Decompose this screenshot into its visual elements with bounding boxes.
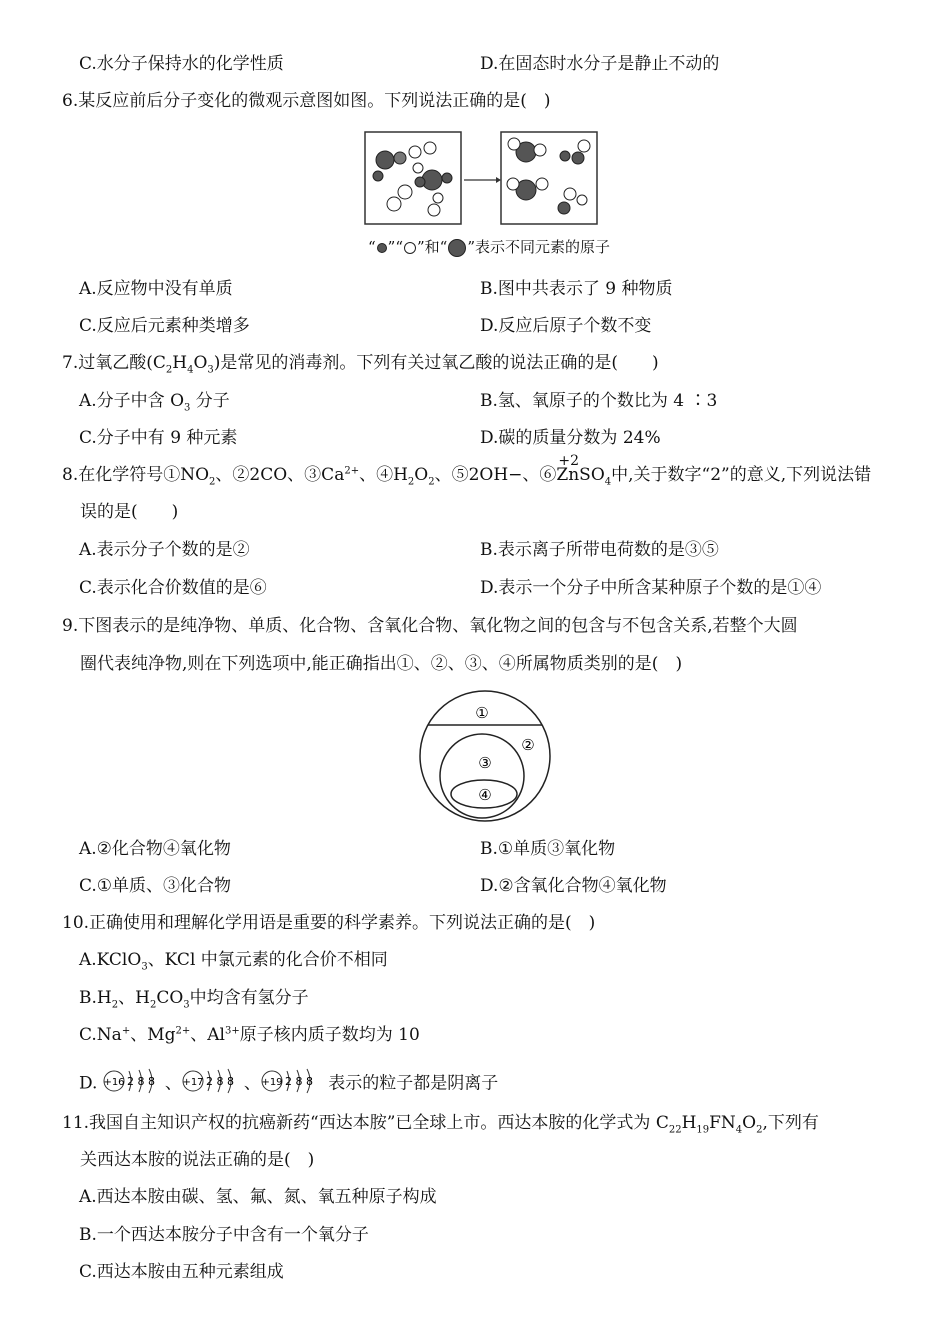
q5-option-d: D.在固态时水分子是静止不动的 [480, 54, 720, 74]
q5-option-c: C.水分子保持水的化学性质 [79, 54, 284, 74]
q10-option-c: C.Na+、$Mg^{2+}$、$Al^{3+}$原子核内质子数均为 10 [79, 1025, 420, 1045]
q6-option-b: B.图中共表示了 9 种物质 [480, 279, 673, 299]
small-dark-atom-icon [376, 242, 388, 254]
q6-legend: “ ”“ ”和“ ”表示不同元素的原子 [368, 238, 611, 256]
q9-venn-diagram [410, 688, 560, 828]
q11-stem-line1: 11.我国自主知识产权的抗癌新药“西达本胺”已全球上市。西达本胺的化学式为 $C_{22}H_{19}FN_4O_2$,下列有 [62, 1113, 819, 1136]
q7-option-b: B.氢、氧原子的个数比为 4 ∶3 [480, 391, 718, 411]
svg-text:+16: +16 [103, 1077, 125, 1088]
q6-reaction-diagram [360, 130, 610, 230]
venn-label-3: ③ [478, 754, 492, 772]
q10-option-b: $B.H_2$、$H_2CO_3$中均含有氢分子 [79, 988, 309, 1011]
q11-option-c: C.西达本胺由五种元素组成 [79, 1262, 284, 1282]
q6-option-d: D.反应后原子个数不变 [480, 316, 652, 336]
svg-text:2 8 8: 2 8 8 [284, 1075, 313, 1088]
svg-text:2 8 8: 2 8 8 [126, 1075, 155, 1088]
q8-option-c: C.表示化合价数值的是⑥ [79, 578, 267, 598]
svg-text:2 8 8: 2 8 8 [205, 1075, 234, 1088]
q11-stem-line2: 关西达本胺的说法正确的是( ) [80, 1150, 315, 1170]
white-atom-icon [403, 241, 417, 255]
q6-stem: 6.某反应前后分子变化的微观示意图如图。下列说法正确的是( ) [62, 91, 551, 111]
q9-option-a: A.②化合物④氧化物 [79, 839, 231, 859]
q11-option-b: B.一个西达本胺分子中含有一个氧分子 [79, 1225, 369, 1245]
q8-option-b: B.表示离子所带电荷数的是③⑤ [480, 540, 719, 560]
atom-structure-3 [261, 1068, 323, 1100]
q6-option-a: A.反应物中没有单质 [79, 279, 233, 299]
q11-option-a: A.西达本胺由碳、氢、氟、氮、氧五种原子构成 [79, 1187, 437, 1207]
q9-option-d: D.②含氧化合物④氧化物 [480, 876, 667, 896]
venn-label-1: ① [475, 704, 489, 722]
q10-stem: 10.正确使用和理解化学用语是重要的科学素养。下列说法正确的是( ) [62, 913, 596, 933]
q7-option-d: D.碳的质量分数为 24% [480, 428, 661, 448]
q7-option-c: C.分子中有 9 种元素 [79, 428, 238, 448]
venn-label-4: ④ [478, 786, 492, 804]
q8-option-a: A.表示分子个数的是② [79, 540, 250, 560]
q7-option-a: A.分子中含 $O_3$ 分子 [79, 391, 230, 414]
svg-text:+17: +17 [182, 1077, 204, 1088]
q10-option-a: A.KClO$_3$、KCl 中氯元素的化合价不相同 [79, 950, 388, 973]
q8-stem: 8.在化学符号$①NO_2$、②2CO、$③Ca^{2+}$、$④H_2O_2$、⑤2OH−、⑥ +2 ZnSO$_4$中,关于数字“2”的意义,下列说法错 [62, 464, 871, 486]
q9-option-b: B.①单质③氧化物 [480, 839, 616, 859]
q7-stem: 7.过氧乙酸$(C_2H_4O_3)$是常见的消毒剂。下列有关过氧乙酸的说法正确的是( ) [62, 353, 659, 376]
q9-option-c: C.①单质、③化合物 [79, 876, 232, 896]
atom-structure-1 [103, 1068, 165, 1100]
venn-label-2: ② [521, 736, 535, 754]
q8-stem-line2: 误的是( ) [80, 502, 179, 522]
large-dark-atom-icon [447, 238, 467, 258]
q10-option-d: D. +16 2 8 8 、 +17 2 8 8 、 +19 2 8 8 表示的粒子都是阴离子 [79, 1068, 498, 1100]
q9-stem-line1: 9.下图表示的是纯净物、单质、化合物、含氧化合物、氧化物之间的包含与不包含关系,若整个大圆 [62, 616, 798, 636]
q6-option-c: C.反应后元素种类增多 [79, 316, 250, 336]
q8-option-d: D.表示一个分子中所含某种原子个数的是①④ [480, 578, 822, 598]
atom-structure-2 [182, 1068, 244, 1100]
svg-text:+19: +19 [261, 1077, 283, 1088]
valence-mark: +2 [558, 453, 580, 469]
q9-stem-line2: 圈代表纯净物,则在下列选项中,能正确指出①、②、③、④所属物质类别的是( ) [80, 654, 683, 674]
